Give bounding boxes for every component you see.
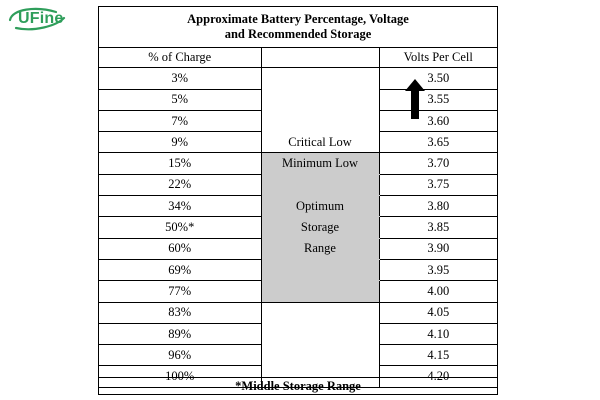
ufine-logo bbox=[6, 6, 68, 32]
table-row bbox=[99, 281, 497, 302]
header-row bbox=[99, 47, 497, 68]
battery-grid bbox=[99, 47, 497, 388]
table-row bbox=[99, 174, 497, 195]
charge-cell: 34% bbox=[99, 196, 261, 217]
volts-cell: 3.55 bbox=[379, 89, 497, 110]
status-cell: Minimum Low bbox=[261, 153, 379, 174]
table-row bbox=[99, 217, 497, 238]
status-cell bbox=[261, 302, 379, 323]
charge-cell: 83% bbox=[99, 302, 261, 323]
volts-cell: 4.05 bbox=[379, 302, 497, 323]
header-middle bbox=[261, 47, 379, 68]
table-title bbox=[99, 7, 497, 48]
table-row bbox=[99, 259, 497, 280]
volts-cell: 3.50 bbox=[379, 68, 497, 89]
status-cell bbox=[261, 68, 379, 89]
volts-cell: 3.65 bbox=[379, 132, 497, 153]
status-cell: Range bbox=[261, 238, 379, 259]
status-cell: Storage bbox=[261, 217, 379, 238]
volts-cell: 4.20 bbox=[379, 366, 497, 387]
table-row bbox=[99, 238, 497, 259]
table-row bbox=[99, 89, 497, 110]
status-cell bbox=[261, 345, 379, 366]
charge-cell: 22% bbox=[99, 174, 261, 195]
volts-cell: 4.00 bbox=[379, 281, 497, 302]
table-row bbox=[99, 302, 497, 323]
status-cell bbox=[261, 323, 379, 344]
charge-cell: 7% bbox=[99, 110, 261, 131]
header-volts: Volts Per Cell bbox=[379, 47, 497, 68]
status-cell bbox=[261, 110, 379, 131]
header-charge: % of Charge bbox=[99, 47, 261, 68]
table-row bbox=[99, 196, 497, 217]
table-row bbox=[99, 132, 497, 153]
volts-cell: 4.10 bbox=[379, 323, 497, 344]
status-cell bbox=[261, 259, 379, 280]
volts-cell: 3.85 bbox=[379, 217, 497, 238]
volts-cell: 3.90 bbox=[379, 238, 497, 259]
table-row bbox=[99, 323, 497, 344]
status-cell bbox=[261, 89, 379, 110]
table-title-line2: and Recommended Storage bbox=[224, 27, 372, 41]
volts-cell: 3.95 bbox=[379, 259, 497, 280]
table-row bbox=[99, 345, 497, 366]
charge-cell: 60% bbox=[99, 238, 261, 259]
charge-cell: 3% bbox=[99, 68, 261, 89]
charge-cell: 69% bbox=[99, 259, 261, 280]
charge-cell: 5% bbox=[99, 89, 261, 110]
status-cell: Critical Low bbox=[261, 132, 379, 153]
table-row bbox=[99, 153, 497, 174]
status-cell bbox=[261, 281, 379, 302]
table-footer: *Middle Storage Range bbox=[99, 377, 497, 394]
charge-cell: 77% bbox=[99, 281, 261, 302]
volts-cell: 3.60 bbox=[379, 110, 497, 131]
volts-cell: 3.70 bbox=[379, 153, 497, 174]
charge-cell: 96% bbox=[99, 345, 261, 366]
up-arrow-icon bbox=[405, 79, 425, 119]
table-row bbox=[99, 110, 497, 131]
battery-table bbox=[98, 6, 498, 395]
charge-cell: 15% bbox=[99, 153, 261, 174]
charge-cell: 100% bbox=[99, 366, 261, 387]
table-row bbox=[99, 68, 497, 89]
volts-cell: 3.75 bbox=[379, 174, 497, 195]
volts-cell: 4.15 bbox=[379, 345, 497, 366]
charge-cell: 89% bbox=[99, 323, 261, 344]
status-cell bbox=[261, 174, 379, 195]
status-cell: Optimum bbox=[261, 196, 379, 217]
volts-cell: 3.80 bbox=[379, 196, 497, 217]
table-title-line1: Approximate Battery Percentage, Voltage bbox=[187, 12, 409, 26]
charge-cell: 9% bbox=[99, 132, 261, 153]
charge-cell: 50%* bbox=[99, 217, 261, 238]
logo-text: UFine bbox=[18, 10, 64, 27]
